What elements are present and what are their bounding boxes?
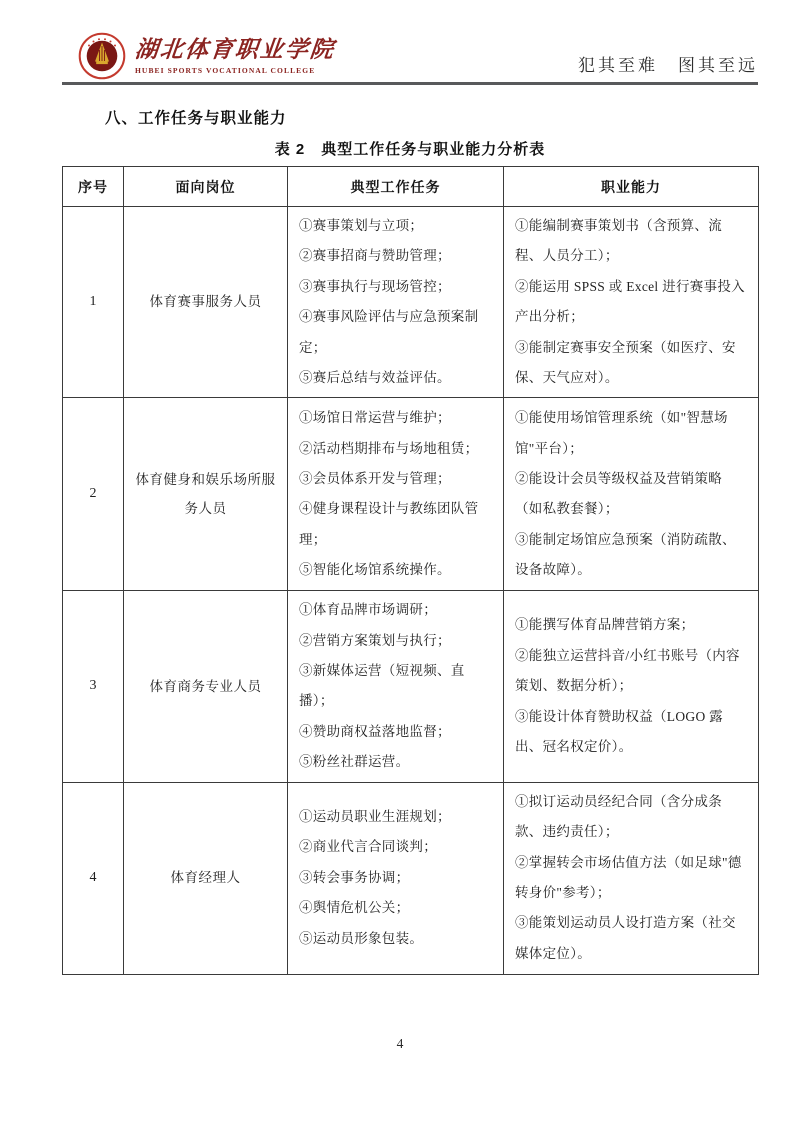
task-item: ③会员体系开发与管理； — [299, 470, 451, 486]
task-item: ②赛事招商与赞助管理； — [299, 248, 451, 264]
ability-item: ②能独立运营抖音/小红书账号（内容策划、数据分析）； — [515, 647, 740, 694]
ability-item: ③能设计体育赞助权益（LOGO 露出、冠名权定价）。 — [515, 708, 723, 754]
task-item: ②营销方案策划与执行； — [299, 632, 451, 648]
task-item: ①运动员职业生涯规划； — [299, 809, 451, 825]
task-item: ②商业代言合同谈判； — [299, 839, 437, 855]
table-row — [63, 398, 759, 591]
table-header-row — [63, 167, 759, 207]
task-item: ④赛事风险评估与应急预案制定； — [299, 309, 479, 355]
header-divider — [62, 82, 758, 85]
cell-tasks — [288, 591, 504, 782]
cell-tasks — [288, 207, 504, 398]
cell-post: 体育赛事服务人员 — [124, 207, 288, 398]
college-name-cn: 湖北体育职业学院 — [133, 37, 337, 63]
cell-abilities — [504, 591, 759, 782]
cell-post: 体育商务专业人员 — [124, 591, 288, 782]
page-header — [62, 30, 758, 80]
ability-item: ①拟订运动员经纪合同（含分成条款、违约责任）； — [515, 793, 722, 840]
task-item: ③赛事执行与现场管控； — [299, 278, 451, 294]
page-number: 4 — [396, 1036, 404, 1051]
task-item: ④舆情危机公关； — [299, 900, 410, 916]
task-item: ①场馆日常运营与维护； — [299, 410, 451, 426]
table-row — [63, 591, 759, 782]
ability-item: ③能策划运动员人设打造方案（社交媒体定位）。 — [515, 915, 736, 961]
ability-item: ②能设计会员等级权益及营销策略（如私教套餐）； — [515, 470, 722, 517]
table-row — [63, 782, 759, 974]
cell-no: 4 — [63, 782, 124, 974]
cell-abilities — [504, 207, 759, 398]
task-item: ①赛事策划与立项； — [299, 218, 424, 233]
col-header-abilities: 职业能力 — [504, 167, 759, 207]
task-item: ⑤赛后总结与效益评估。 — [299, 369, 451, 385]
cell-post: 体育经理人 — [124, 782, 288, 974]
header-motto: 犯其至难 图其至远 — [578, 56, 758, 75]
section-title: 八、工作任务与职业能力 — [105, 110, 287, 127]
cell-tasks — [288, 782, 504, 974]
col-header-no: 序号 — [63, 167, 124, 207]
table-row — [63, 207, 759, 398]
cell-post: 体育健身和娱乐场所服务人员 — [124, 398, 288, 591]
task-item: ⑤智能化场馆系统操作。 — [299, 562, 451, 577]
analysis-table — [62, 166, 759, 975]
col-header-tasks: 典型工作任务 — [288, 167, 504, 207]
cell-abilities — [504, 398, 759, 591]
ability-item: ①能使用场馆管理系统（如"智慧场馆"平台）； — [515, 410, 728, 456]
task-item: ③新媒体运营（短视频、直播）； — [299, 663, 465, 709]
task-item: ⑤运动员形象包装。 — [299, 930, 424, 946]
cell-tasks — [288, 398, 504, 591]
college-name-en: HUBEI SPORTS VOCATIONAL COLLEGE — [135, 65, 316, 75]
cell-no: 2 — [63, 398, 124, 591]
cell-no: 3 — [63, 591, 124, 782]
table-caption: 表 2 典型工作任务与职业能力分析表 — [274, 141, 546, 158]
page-content — [62, 0, 758, 975]
ability-item: ①能撰写体育品牌营销方案； — [515, 617, 695, 633]
college-name-block — [135, 37, 335, 74]
cell-no: 1 — [63, 207, 124, 398]
task-item: ③转会事务协调； — [299, 869, 410, 885]
cell-abilities — [504, 782, 759, 974]
task-item: ⑤粉丝社群运营。 — [299, 754, 410, 770]
task-item: ①体育品牌市场调研； — [299, 602, 437, 618]
col-header-post: 面向岗位 — [124, 167, 288, 207]
ability-item: ③能制定场馆应急预案（消防疏散、设备故障）。 — [515, 531, 736, 577]
task-item: ④赞助商权益落地监督； — [299, 723, 451, 739]
ability-item: ②掌握转会市场估值方法（如足球"德转身价"参考）； — [515, 854, 742, 900]
college-seal-icon — [78, 32, 126, 80]
ability-item: ③能制定赛事安全预案（如医疗、安保、天气应对）。 — [515, 339, 736, 385]
task-item: ②活动档期排布与场地租赁； — [299, 440, 479, 456]
ability-item: ①能编制赛事策划书（含预算、流程、人员分工）； — [515, 218, 722, 264]
college-logo — [78, 32, 335, 80]
task-item: ④健身课程设计与教练团队管理； — [299, 501, 479, 547]
ability-item: ②能运用 SPSS 或 Excel 进行赛事投入产出分析； — [515, 278, 745, 325]
